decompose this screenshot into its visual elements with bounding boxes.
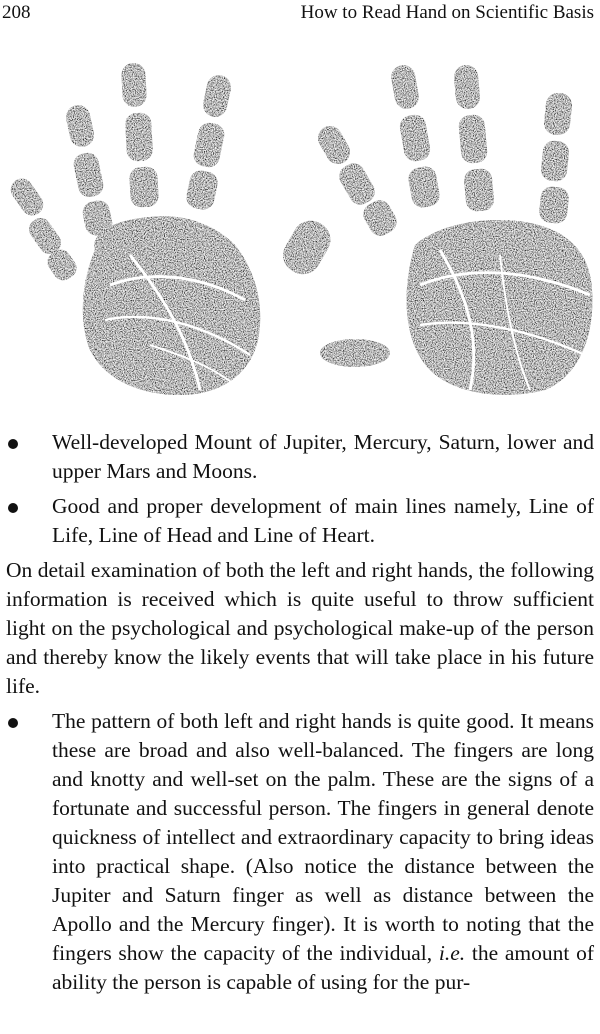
page-header xyxy=(0,0,600,26)
list-item xyxy=(6,428,594,486)
handprint-left-icon xyxy=(7,62,261,395)
bullet-text: Well-developed Mount of Jupiter, Mercury, Saturn, lower and upper Mars and Moons. xyxy=(52,430,594,483)
bullet-text: Good and proper development of main lines namely, Line of Life, Line of Head and Line of Heart. xyxy=(52,494,594,547)
handprint-right-icon xyxy=(277,63,593,395)
handprints-figure xyxy=(0,55,600,395)
list-item xyxy=(6,492,594,550)
list-item xyxy=(6,707,594,997)
bullet-icon xyxy=(8,439,18,449)
page-number: 208 xyxy=(2,2,31,23)
page-body xyxy=(6,428,594,1003)
bullet-text-part: The pattern of both left and right hands is quite good. It means these are broad and also well-balanced. The fingers are long and knotty and well-set on the palm. These are the signs of a fortunate and successful person. The fingers in general denote quickness of intellect and extraordinary capacity to bring ideas into practical shape. (Also notice the distance between the Jupiter and Saturn finger as well as distance between the Apollo and the Mercury finger). It is worth to noting that the fingers show the capacity of the individual, xyxy=(52,709,594,965)
running-title: How to Read Hand on Scientific Basis xyxy=(300,2,594,23)
bullet-text-part: the amount of ability the person is capable of using for the pur- xyxy=(52,941,595,994)
body-paragraph: On detail examination of both the left and right hands, the following information is received which is quite useful to throw sufficient light on the psychological and psychological make-up of the person and thereby know the likely events that will take place in his future life. xyxy=(6,558,594,698)
bullet-icon xyxy=(8,503,18,513)
bullet-icon xyxy=(8,718,18,728)
italic-abbreviation: i.e. xyxy=(438,941,466,965)
bullet-text xyxy=(52,709,594,994)
